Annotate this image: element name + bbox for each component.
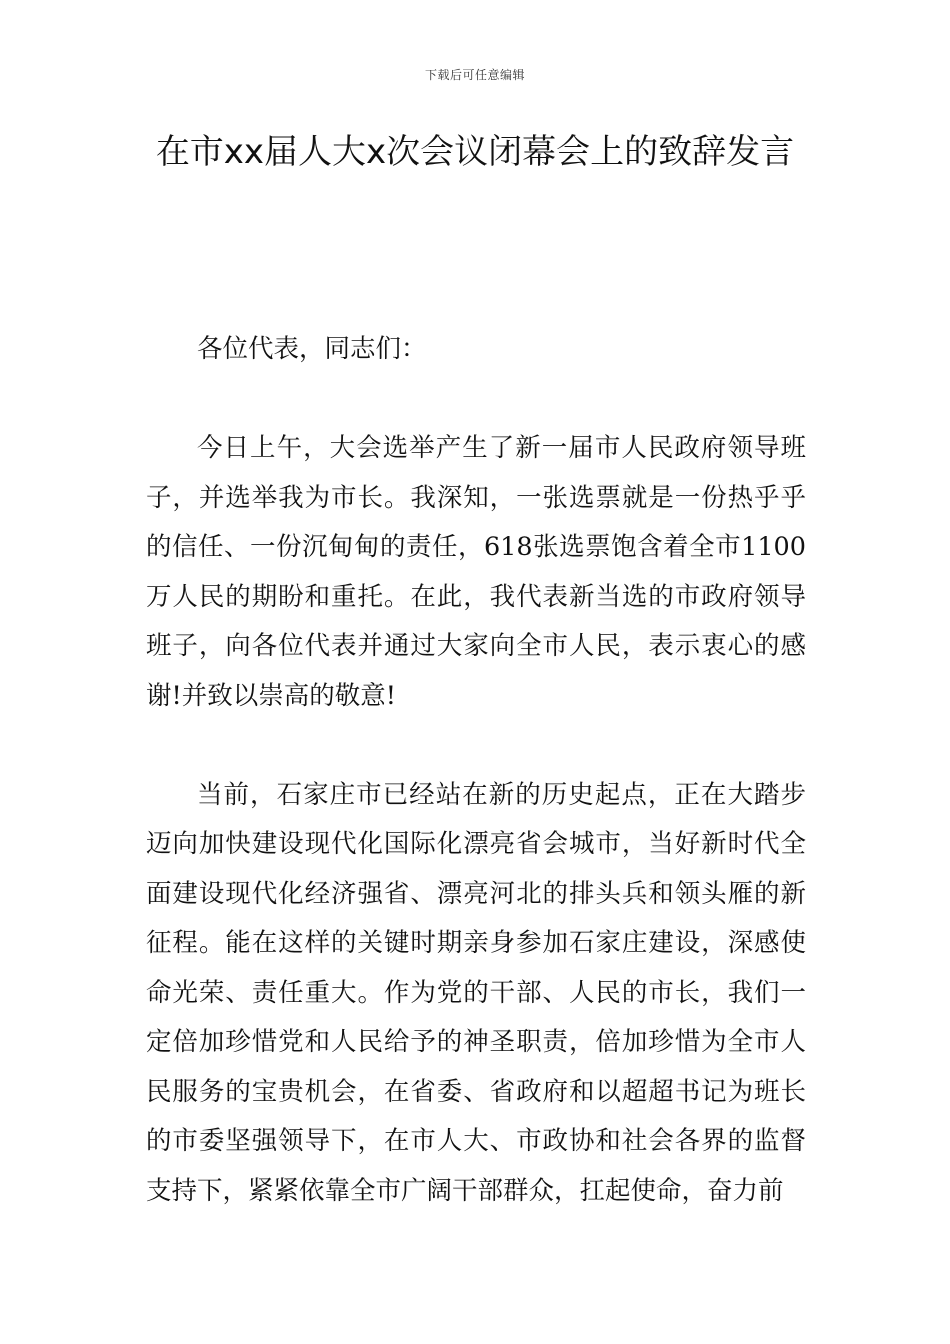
salutation-paragraph: 各位代表，同志们： — [197, 334, 427, 364]
document-body — [146, 325, 806, 1216]
body-paragraph: 今日上午，大会选举产生了新一届市人民政府领导班子，并选举我为市长。我深知，一张选票就是一份热乎乎的信任、一份沉甸甸的责任，618张选票饱含着全市1100万人民的期盼和重托。在此，我代表新当选的市政府领导班子，向各位代表并通过大家向全市人民，表示衷心的感谢!并致以崇高的敬意! — [146, 433, 806, 711]
body-paragraph: 当前，石家庄市已经站在新的历史起点，正在大踏步迈向加快建设现代化国际化漂亮省会城市，当好新时代全面建设现代化经济强省、漂亮河北的排头兵和领头雁的新征程。能在这样的关键时期亲身参加石家庄建设，深感使命光荣、责任重大。作为党的干部、人民的市长，我们一定倍加珍惜党和人民给予的神圣职责，倍加珍惜为全市人民服务的宝贵机会，在省委、省政府和以超超书记为班长的市委坚强领导下，在市人大、市政协和社会各界的监督支持下，紧紧依靠全市广阔干部群众，扛起使命，奋力前 — [146, 779, 806, 1206]
header-note: 下载后可任意编辑 — [424, 68, 525, 82]
document-title: 在市xx届人大x次会议闭幕会上的致辞发言 — [155, 132, 795, 172]
